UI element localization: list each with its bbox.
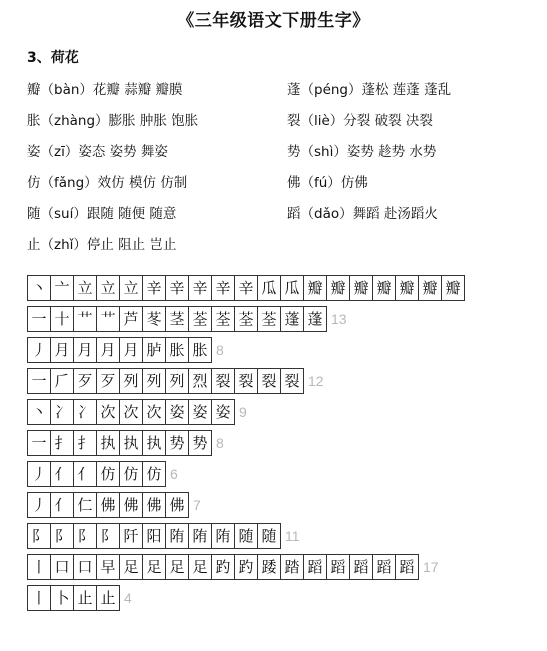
stroke-cell: 足: [166, 555, 189, 579]
stroke-cell: 丨: [28, 555, 51, 579]
vocab-row: [27, 140, 527, 171]
vocab-entry: 仿（fǎng）效仿 模仿 仿制: [27, 175, 188, 191]
stroke-cell: 阝: [28, 524, 51, 548]
page-title: 《三年级语文下册生字》: [177, 11, 370, 31]
stroke-cell: 瓜: [281, 276, 304, 300]
stroke-row: [27, 303, 465, 334]
vocab-entry: 随（suí）跟随 随便 随意: [27, 206, 177, 222]
stroke-cell: 足: [143, 555, 166, 579]
stroke-cell: 列: [166, 369, 189, 393]
stroke-cell: 丨: [28, 586, 51, 610]
vocab-entry: 姿（zī）姿态 姿势 舞姿: [27, 144, 168, 160]
vocab-row: [27, 78, 527, 109]
stroke-cell: 仿: [146, 465, 162, 483]
stroke-cell: 立: [97, 276, 120, 300]
stroke-cell: 列: [120, 369, 143, 393]
stroke-cells: [27, 399, 235, 425]
stroke-cell: 佛: [97, 493, 120, 517]
stroke-cell: 辛: [166, 276, 189, 300]
stroke-cell: 陏: [189, 524, 212, 548]
vocab-entry: 止（zhǐ）停止 阻止 岂止: [27, 237, 177, 253]
stroke-cell: 亠: [51, 276, 74, 300]
stroke-cell: 随: [261, 527, 277, 545]
stroke-cell: 裂: [258, 369, 281, 393]
vocab-entry: 瓣（bàn）花瓣 蒜瓣 瓣膜: [27, 82, 183, 98]
stroke-cells: [27, 337, 212, 363]
stroke-cell: 蹈: [399, 558, 415, 576]
stroke-cell: 苳: [143, 307, 166, 331]
stroke-cell: 陏: [166, 524, 189, 548]
stroke-cell: 月: [51, 338, 74, 362]
stroke-cell: 艹: [74, 307, 97, 331]
stroke-cell: 胪: [143, 338, 166, 362]
stroke-cell: 𠂆: [51, 369, 74, 393]
lesson-title: 3、荷花: [27, 50, 79, 66]
stroke-cell: 辛: [212, 276, 235, 300]
stroke-count: 13: [331, 310, 347, 327]
stroke-cell: 阳: [143, 524, 166, 548]
stroke-cell: 裂: [235, 369, 258, 393]
stroke-cell: 亻: [51, 493, 74, 517]
stroke-cell: 蹈: [350, 555, 373, 579]
stroke-cell: 胀: [166, 338, 189, 362]
stroke-cell: 蓬: [281, 307, 304, 331]
vocab-entry: 胀（zhàng）膨胀 肿胀 饱胀: [27, 113, 199, 129]
stroke-cell: 瓜: [258, 276, 281, 300]
stroke-cell: 蓬: [307, 310, 323, 328]
stroke-cell: 卜: [51, 586, 74, 610]
vocab-entry: 蹈（dǎo）舞蹈 赴汤蹈火: [287, 206, 438, 222]
stroke-order-table: [27, 272, 465, 613]
stroke-cell: 丶: [28, 400, 51, 424]
stroke-count: 9: [239, 403, 247, 420]
stroke-cell: 势: [192, 434, 208, 452]
stroke-cell: 十: [51, 307, 74, 331]
vocab-row: [27, 171, 527, 202]
stroke-cell: 瓣: [396, 276, 419, 300]
stroke-cell: 丿: [28, 338, 51, 362]
stroke-count: 12: [308, 372, 324, 389]
stroke-row: [27, 334, 465, 365]
stroke-cells: [27, 554, 419, 580]
stroke-cell: 姿: [166, 400, 189, 424]
stroke-cell: 势: [166, 431, 189, 455]
stroke-cell: 亻: [51, 462, 74, 486]
stroke-cell: 佛: [143, 493, 166, 517]
stroke-row: [27, 365, 465, 396]
stroke-cell: 随: [235, 524, 258, 548]
stroke-row: [27, 551, 465, 582]
vocab-entry: 佛（fú）仿佛: [287, 175, 368, 191]
stroke-cell: 歹: [74, 369, 97, 393]
stroke-cell: 扌: [51, 431, 74, 455]
stroke-cell: 月: [97, 338, 120, 362]
stroke-cell: 冫: [51, 400, 74, 424]
stroke-cell: 荃: [189, 307, 212, 331]
vocab-row: [27, 202, 527, 233]
stroke-cell: 止: [74, 586, 97, 610]
stroke-cell: 胀: [192, 341, 208, 359]
stroke-cell: 阝: [74, 524, 97, 548]
stroke-cell: 踏: [281, 555, 304, 579]
stroke-cell: 蹈: [304, 555, 327, 579]
stroke-cell: 仁: [74, 493, 97, 517]
stroke-count: 6: [170, 465, 178, 482]
stroke-row: [27, 582, 465, 613]
stroke-row: [27, 489, 465, 520]
stroke-count: 11: [285, 527, 300, 544]
stroke-cell: 歹: [97, 369, 120, 393]
vocab-entry: 蓬（péng）蓬松 莲蓬 蓬乱: [287, 82, 452, 98]
stroke-cell: 辛: [235, 276, 258, 300]
stroke-cell: 趵: [212, 555, 235, 579]
stroke-cell: 仿: [97, 462, 120, 486]
stroke-cells: [27, 585, 120, 611]
stroke-cell: 瓣: [327, 276, 350, 300]
stroke-cell: 裂: [212, 369, 235, 393]
stroke-cell: 足: [120, 555, 143, 579]
stroke-cell: 烈: [189, 369, 212, 393]
stroke-cell: 列: [143, 369, 166, 393]
stroke-count: 8: [216, 341, 224, 358]
stroke-cell: 姿: [215, 403, 231, 421]
stroke-cell: 冫: [74, 400, 97, 424]
stroke-cell: 瓣: [350, 276, 373, 300]
stroke-cells: [27, 430, 212, 456]
stroke-cell: 扌: [74, 431, 97, 455]
stroke-cell: 辛: [189, 276, 212, 300]
stroke-cells: [27, 275, 465, 301]
stroke-row: [27, 520, 465, 551]
stroke-cells: [27, 306, 327, 332]
vocab-row: [27, 109, 527, 140]
vocab-row: [27, 233, 527, 264]
stroke-cell: 瓣: [304, 276, 327, 300]
stroke-cell: 芦: [120, 307, 143, 331]
stroke-cells: [27, 523, 281, 549]
stroke-cell: 裂: [284, 372, 300, 390]
stroke-cell: 荃: [258, 307, 281, 331]
stroke-cell: 仿: [120, 462, 143, 486]
stroke-cell: 月: [74, 338, 97, 362]
stroke-cell: 踒: [258, 555, 281, 579]
stroke-cells: [27, 492, 189, 518]
stroke-cells: [27, 461, 166, 487]
stroke-cell: 次: [97, 400, 120, 424]
stroke-cell: 佛: [169, 496, 185, 514]
stroke-cell: 早: [97, 555, 120, 579]
stroke-cell: 瓣: [373, 276, 396, 300]
stroke-row: [27, 427, 465, 458]
vocabulary-list: [27, 78, 527, 264]
stroke-cell: 荃: [235, 307, 258, 331]
stroke-cell: 辛: [143, 276, 166, 300]
stroke-cell: 蹈: [373, 555, 396, 579]
stroke-cell: 一: [28, 431, 51, 455]
stroke-row: [27, 272, 465, 303]
stroke-row: [27, 458, 465, 489]
stroke-cell: 执: [120, 431, 143, 455]
stroke-cell: 茎: [166, 307, 189, 331]
stroke-cell: 足: [189, 555, 212, 579]
stroke-cell: 丿: [28, 462, 51, 486]
stroke-cell: 荃: [212, 307, 235, 331]
stroke-cell: 口: [51, 555, 74, 579]
stroke-cell: 阝: [97, 524, 120, 548]
vocab-entry: 势（shì）姿势 趁势 水势: [287, 144, 437, 160]
stroke-cell: 次: [143, 400, 166, 424]
stroke-cell: 次: [120, 400, 143, 424]
stroke-cell: 丶: [28, 276, 51, 300]
stroke-count: 4: [124, 589, 132, 606]
stroke-cell: 阝: [51, 524, 74, 548]
stroke-cell: 一: [28, 369, 51, 393]
stroke-cell: 姿: [189, 400, 212, 424]
stroke-count: 17: [423, 558, 439, 575]
stroke-cell: 亻: [74, 462, 97, 486]
stroke-cell: 瓣: [445, 279, 461, 297]
stroke-cell: 执: [97, 431, 120, 455]
stroke-cell: 立: [120, 276, 143, 300]
stroke-cell: 月: [120, 338, 143, 362]
stroke-cell: 趵: [235, 555, 258, 579]
stroke-row: [27, 396, 465, 427]
stroke-cell: 执: [143, 431, 166, 455]
stroke-cell: 丿: [28, 493, 51, 517]
stroke-cell: 陏: [212, 524, 235, 548]
stroke-count: 7: [193, 496, 201, 513]
stroke-cell: 阡: [120, 524, 143, 548]
stroke-cell: 止: [100, 589, 116, 607]
stroke-cell: 蹈: [327, 555, 350, 579]
stroke-cell: 立: [74, 276, 97, 300]
stroke-cell: 瓣: [419, 276, 442, 300]
stroke-count: 8: [216, 434, 224, 451]
stroke-cell: 佛: [120, 493, 143, 517]
stroke-cell: 艹: [97, 307, 120, 331]
stroke-cell: 一: [28, 307, 51, 331]
vocab-entry: 裂（liè）分裂 破裂 决裂: [287, 113, 433, 129]
stroke-cells: [27, 368, 304, 394]
stroke-cell: 口: [74, 555, 97, 579]
